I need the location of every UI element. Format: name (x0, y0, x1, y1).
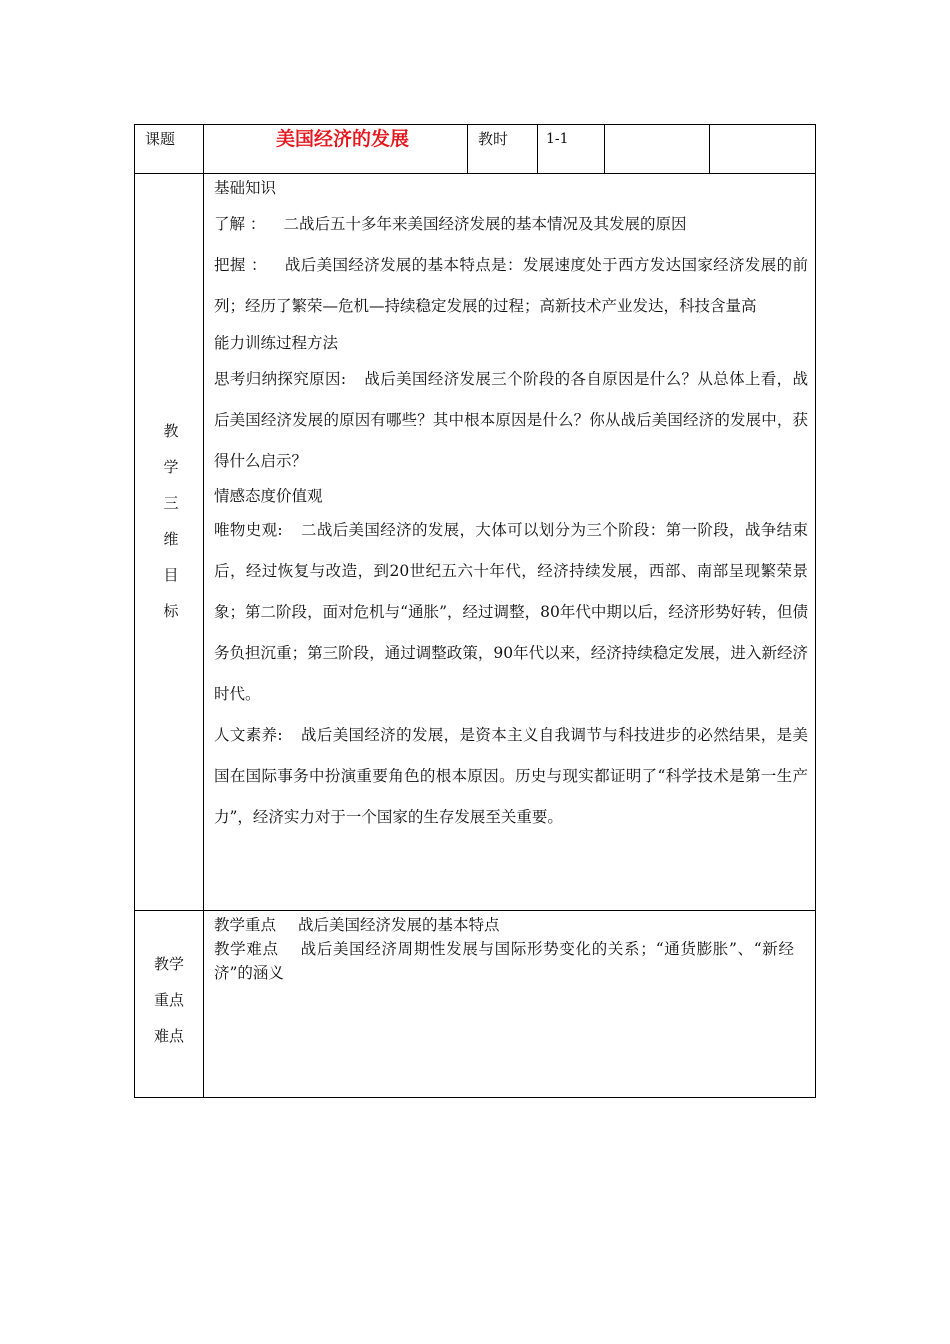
think-label: 思考归纳探究原因: (214, 370, 347, 388)
goals-content (214, 176, 808, 838)
section-heading-emotion: 情感态度价值观 (214, 487, 323, 505)
grasp-paragraph (214, 245, 808, 327)
header-divider-hours (537, 124, 538, 174)
table-border-top (134, 124, 816, 125)
keypoints-side-label-3: 难点 (154, 1027, 185, 1045)
section-heading-basic: 基础知识 (214, 179, 277, 197)
difficulty-line (214, 937, 794, 985)
header-divider-title (467, 124, 468, 174)
goals-side-char: 三 (163, 494, 179, 512)
hours-label: 教时 (478, 130, 509, 148)
grasp-text: 战后美国经济发展的基本特点是：发展速度处于西方发达国家经济发展的前列；经历了繁荣—危机—持续稳定发展的过程；高新技术产业发达，科技含量高 (214, 256, 808, 315)
table-border-right (815, 124, 816, 1098)
hours-value: 1-1 (546, 131, 569, 147)
humanities-text: 战后美国经济的发展，是资本主义自我调节与科技进步的必然结果，是美国在国际事务中扮演重要角色的根本原因。历史与现实都证明了“科学技术是第一生产力”，经济实力对于一个国家的生存发展至关重要。 (214, 726, 808, 826)
section-heading-ability: 能力训练过程方法 (214, 334, 339, 352)
table-border-bottom (134, 1097, 816, 1098)
difficulty-text: 战后美国经济周期性发展与国际形势变化的关系；“通货膨胀”、“新经济”的涵义 (214, 940, 794, 982)
course-label: 课题 (145, 130, 176, 148)
table-border-col1 (203, 124, 204, 1098)
understand-paragraph (214, 204, 808, 245)
difficulty-label: 教学难点 (214, 940, 279, 958)
lesson-title: 美国经济的发展 (276, 128, 410, 150)
humanities-paragraph (214, 715, 808, 838)
header-divider-extra (709, 124, 710, 174)
header-divider-value (604, 124, 605, 174)
goals-side-char: 标 (163, 602, 179, 620)
goals-side-char: 教 (163, 422, 179, 440)
goals-side-char: 目 (163, 566, 179, 584)
grasp-label: 把握 ： (214, 256, 267, 274)
table-border-left (134, 124, 135, 1098)
think-paragraph (214, 359, 808, 482)
materialism-text: 二战后美国经济的发展，大体可以划分为三个阶段：第一阶段，战争结束后，经过恢复与改造，到20世纪五六十年代，经济持续发展，西部、南部呈现繁荣景象；第二阶段，面对危机与“通胀”，经过调整，80年代中期以后，经济形势好转，但债务负担沉重；第三阶段，通过调整政策，90年代以来，经济持续稳定发展，进入新经济时代。 (214, 521, 808, 703)
think-text: 战后美国经济发展三个阶段的各自原因是什么？从总体上看，战后美国经济发展的原因有哪些？其中根本原因是什么？你从战后美国经济的发展中，获得什么启示？ (214, 370, 808, 470)
goals-side-char: 维 (163, 530, 179, 548)
focus-line (214, 913, 794, 937)
goals-side-char: 学 (163, 458, 179, 476)
understand-label: 了解 ： (214, 215, 266, 233)
focus-text: 战后美国经济发展的基本特点 (298, 916, 500, 934)
keypoints-side-label-2: 重点 (154, 991, 185, 1009)
materialism-paragraph (214, 510, 808, 715)
keypoints-content (214, 913, 794, 985)
keypoints-side-label-1: 教学 (154, 955, 185, 973)
humanities-label: 人文素养: (214, 726, 283, 744)
table-border-row2 (134, 910, 816, 911)
table-border-row1 (134, 173, 816, 174)
materialism-label: 唯物史观: (214, 521, 283, 539)
understand-text: 二战后五十多年来美国经济发展的基本情况及其发展的原因 (283, 215, 687, 233)
focus-label: 教学重点 (214, 916, 277, 934)
